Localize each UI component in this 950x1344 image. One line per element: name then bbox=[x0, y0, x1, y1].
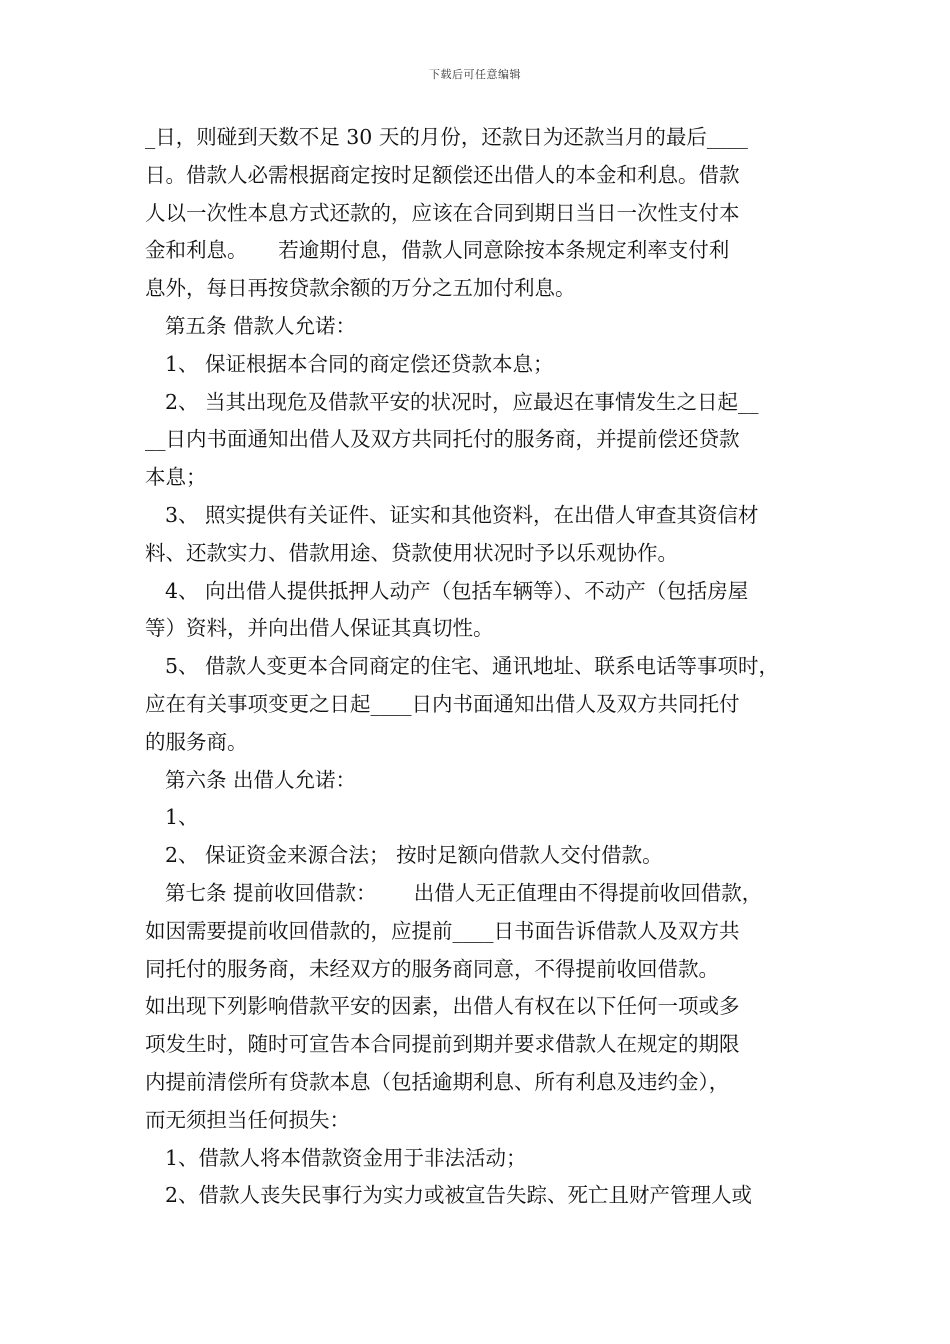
list-item: 2、 保证资金来源合法； 按时足额向借款人交付借款。 bbox=[165, 843, 663, 868]
text-line: 应在有关事项变更之日起____日内书面通知出借人及双方共同托付 bbox=[145, 691, 740, 716]
text-line: 如出现下列影响借款平安的因素，出借人有权在以下任何一项或多 bbox=[145, 994, 740, 1019]
text-line: 等）资料，并向出借人保证其真切性。 bbox=[145, 616, 494, 641]
list-item: 4、 向出借人提供抵押人动产（包括车辆等）、不动产（包括房屋 bbox=[165, 578, 749, 603]
text-line: 的服务商。 bbox=[145, 729, 248, 754]
list-item: 5、 借款人变更本合同商定的住宅、通讯地址、联系电话等事项时， bbox=[165, 654, 780, 679]
text-line: 而无须担当任何损失： bbox=[145, 1107, 350, 1132]
text-line: 内提前清偿所有贷款本息（包括逾期利息、所有利息及违约金）， bbox=[145, 1069, 730, 1094]
document-body bbox=[145, 119, 820, 1215]
list-item: 1、 bbox=[165, 805, 199, 830]
text-line: 本息； bbox=[145, 465, 207, 490]
page-header-note: 下载后可任意编辑 bbox=[429, 68, 521, 81]
list-item: 2、 当其出现危及借款平安的状况时，应最迟在事情发生之日起__ bbox=[165, 389, 759, 414]
text-line: __日内书面通知出借人及双方共同托付的服务商，并提前偿还贷款 bbox=[145, 427, 740, 452]
list-item: 1、借款人将本借款资金用于非法活动； bbox=[165, 1145, 527, 1170]
text-line: 同托付的服务商，未经双方的服务商同意，不得提前收回借款。 bbox=[145, 956, 719, 981]
list-item: 2、借款人丧失民事行为实力或被宣告失踪、死亡且财产管理人或 bbox=[165, 1183, 753, 1208]
section-heading: 第五条 借款人允诺： bbox=[165, 313, 357, 338]
text-line: _日，则碰到天数不足 30 天的月份，还款日为还款当月的最后____ bbox=[145, 125, 748, 149]
text-line: 如因需要提前收回借款的，应提前____日书面告诉借款人及双方共 bbox=[145, 918, 740, 943]
text-line: 金和利息。 若逾期付息，借款人同意除按本条规定利率支付利 bbox=[145, 238, 730, 263]
section-heading: 第七条 提前收回借款： 出借人无正值理由不得提前收回借款， bbox=[165, 880, 763, 905]
text-line: 息外，每日再按贷款余额的万分之五加付利息。 bbox=[145, 276, 576, 301]
text-line: 人以一次性本息方式还款的，应该在合同到期日当日一次性支付本 bbox=[145, 200, 740, 225]
list-item: 3、 照实提供有关证件、证实和其他资料，在出借人审查其资信材 bbox=[165, 502, 759, 527]
text-line: 料、还款实力、借款用途、贷款使用状况时予以乐观协作。 bbox=[145, 540, 678, 565]
list-item: 1、 保证根据本合同的商定偿还贷款本息； bbox=[165, 351, 554, 376]
text-line: 项发生时，随时可宣告本合同提前到期并要求借款人在规定的期限 bbox=[145, 1032, 740, 1057]
text-line: 日。借款人必需根据商定按时足额偿还出借人的本金和利息。借款 bbox=[145, 162, 740, 187]
section-heading: 第六条 出借人允诺： bbox=[165, 767, 357, 792]
